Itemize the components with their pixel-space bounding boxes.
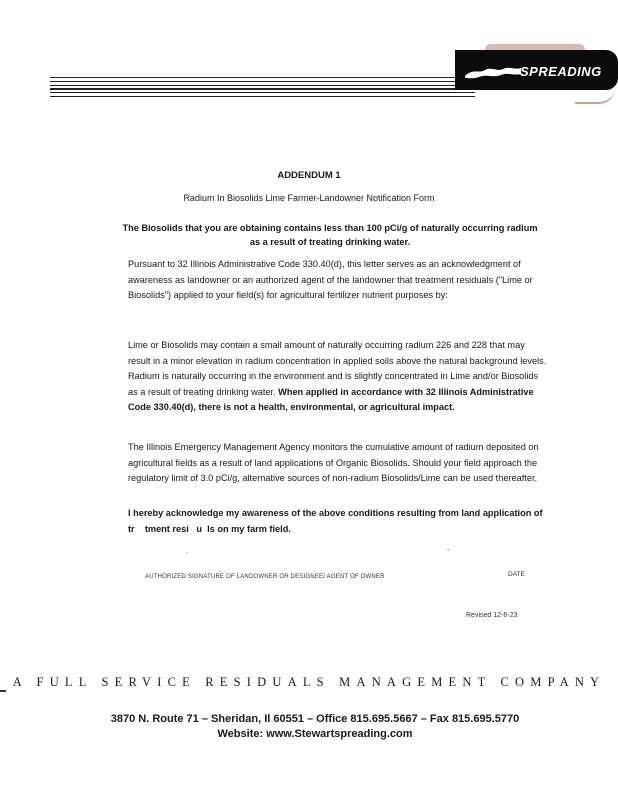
signature-label: AUTHORIZED SIGNATURE OF LANDOWNER OR DESIGNEE/ AGENT OF OWNER <box>145 574 385 580</box>
logo-wave-icon <box>463 60 523 82</box>
paragraph-radium-bold: When applied in accordance with 32 Illinois Administrative Code 330.40(d), there is not a health, environmental, or agricultural impact. <box>128 386 534 412</box>
header-rule-lines <box>50 77 475 99</box>
paragraph-iema: The Illinois Emergency Management Agency monitors the cumulative amount of radium deposited on agricultural fields as a result of land applications of Organic Biosolids. Should your field approach the regulatory limit of 3.0 pCi/g, alternative sources of non-radium Biosolids/Lime can be used thereafter. <box>128 442 539 483</box>
logo-swoosh-graphic <box>575 88 615 104</box>
revised-date: Revised 12-6-23 <box>466 612 518 619</box>
logo-text: SPREADING <box>520 64 602 79</box>
paragraph-radium-info <box>128 338 548 416</box>
paragraph-radium-text: Lime or Biosolids may contain a small amount of naturally occurring radium 226 and 228 that may result in a minor elevation in radium concentration in applied soils above the natural background levels. Radium is naturally occurring in the environment and is slightly concentrated in Lime and/or Biosolids as a result of treating drinking water. <box>128 340 547 397</box>
company-address: 3870 N. Route 71 – Sheridan, Il 60551 – Office 815.695.5667 – Fax 815.695.5770 Website: www.Stewartspreading.com <box>110 713 520 740</box>
document-subtitle: Radium In Biosolids Lime Farmer-Landowner Notification Form <box>183 193 435 203</box>
date-label: DATE <box>508 571 525 578</box>
edge-mark <box>0 690 6 692</box>
acknowledgement-statement: I hereby acknowledge my awareness of the above conditions resulting from land application of tr tment resi u ls on my farm field. <box>128 508 546 534</box>
document-title: ADDENDUM 1 <box>277 170 341 181</box>
bold-statement: The Biosolids that you are obtaining contains less than 100 pCi/g of naturally occurring radium as a result of treating drinking water. <box>122 223 538 247</box>
company-tagline: A FULL SERVICE RESIDUALS MANAGEMENT COMPANY <box>12 675 606 689</box>
paragraph-pursuant: Pursuant to 32 Illinois Administrative Code 330.40(d), this letter serves as an acknowledgment of awareness as landowner or an authorized agent of the landowner that treatment residuals ("Lime or Biosolids") applied to your field(s) for agricultural fertilizer nutrient purposes by: <box>128 259 533 300</box>
